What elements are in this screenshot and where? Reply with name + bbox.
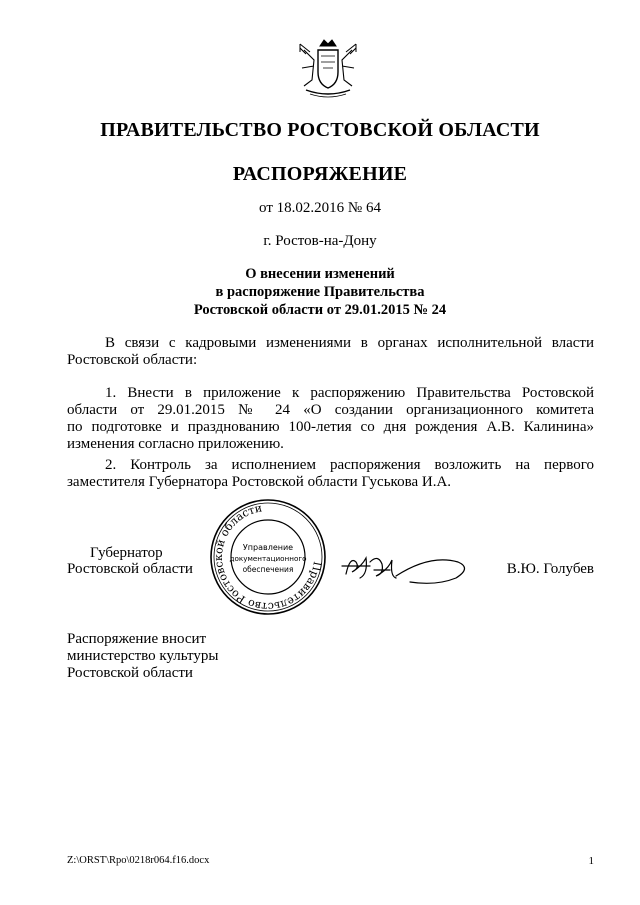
item-line: 2. Контроль за исполнением распоряжения возложить на первого — [105, 457, 594, 473]
item-line: области от 29.01.2015 № 24 «О создании организационного комитета — [67, 402, 594, 418]
submitted-by-line: Ростовской области — [67, 665, 193, 681]
document-place: г. Ростов-на-Дону — [263, 233, 377, 249]
stamp-center-text: обеспечения — [242, 565, 294, 574]
subject-line: в распоряжение Правительства — [215, 284, 425, 300]
submitted-by-line: министерство культуры — [67, 648, 219, 664]
item-line: заместителя Губернатора Ростовской области Гуськова И.А. — [67, 474, 452, 490]
document-date-number: от 18.02.2016 № 64 — [259, 200, 381, 216]
submitted-by-line: Распоряжение вносит — [67, 631, 207, 647]
stamp-center-text: Управление — [242, 543, 294, 552]
preamble-line: В связи с кадровыми изменениями в органах исполнительной власти — [105, 335, 594, 351]
item-line: изменения согласно приложению. — [67, 436, 284, 452]
stamp-ring-text: Правительство Ростовской области — [211, 501, 324, 614]
item-line: по подготовке и празднованию 100-летия со дня рождения А.В. Калинина» — [67, 419, 594, 435]
signatory-title: Ростовской области — [67, 561, 193, 577]
signatory-name: В.Ю. Голубев — [506, 561, 594, 577]
preamble-line: Ростовской области: — [67, 352, 198, 368]
subject-line: О внесении изменений — [245, 266, 395, 282]
coat-of-arms-icon — [296, 38, 360, 100]
page-number: 1 — [588, 855, 594, 867]
handwritten-signature — [340, 548, 475, 588]
document-type: РАСПОРЯЖЕНИЕ — [232, 163, 408, 185]
file-path: Z:\ORST\Rpo\0218r064.f16.docx — [67, 855, 210, 866]
official-stamp — [208, 497, 328, 617]
signatory-title: Губернатор — [90, 545, 163, 561]
item-line: 1. Внести в приложение к распоряжению Правительства Ростовской — [105, 385, 594, 401]
stamp-center-text: документационного — [229, 554, 307, 563]
subject-line: Ростовской области от 29.01.2015 № 24 — [193, 302, 447, 318]
organization-title: ПРАВИТЕЛЬСТВО РОСТОВСКОЙ ОБЛАСТИ — [100, 119, 540, 141]
